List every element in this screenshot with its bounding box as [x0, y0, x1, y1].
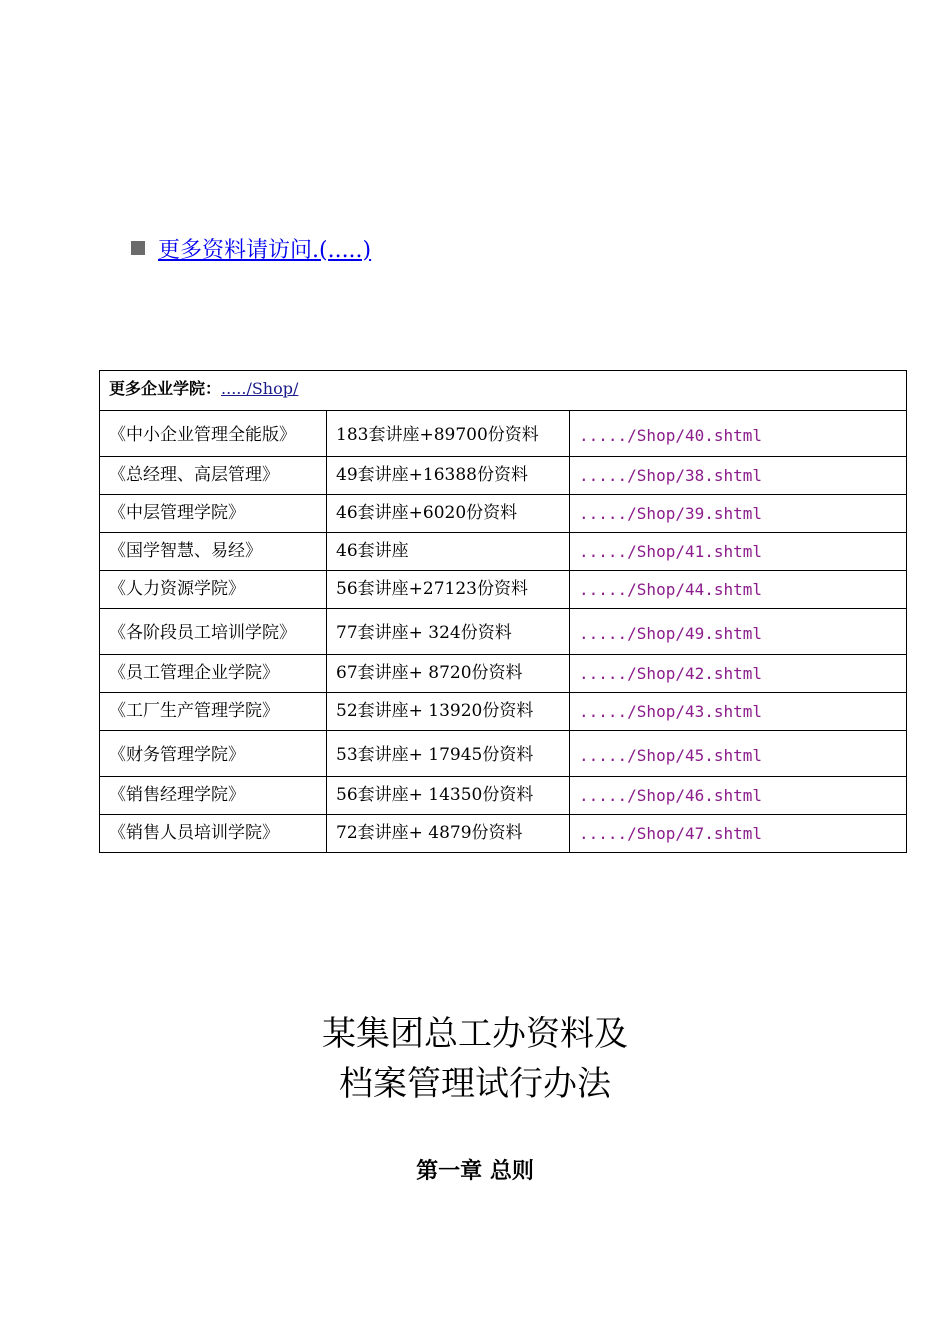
course-name: 《中层管理学院》 [100, 495, 327, 533]
course-url-link[interactable]: ...../Shop/45.shtml [570, 731, 907, 777]
course-url-link[interactable]: ...../Shop/46.shtml [570, 777, 907, 815]
course-name: 《国学智慧、易经》 [100, 533, 327, 571]
course-url-link[interactable]: ...../Shop/43.shtml [570, 693, 907, 731]
table-row [100, 777, 907, 815]
more-resources-link[interactable]: 更多资料请访问.(.....) [158, 237, 372, 263]
course-url-link[interactable]: ...../Shop/41.shtml [570, 533, 907, 571]
course-content: 183套讲座+89700份资料 [327, 411, 570, 457]
table-header-cell [100, 371, 907, 411]
course-content: 77套讲座+ 324份资料 [327, 609, 570, 655]
course-url-link[interactable]: ...../Shop/39.shtml [570, 495, 907, 533]
course-content: 56套讲座+ 14350份资料 [327, 777, 570, 815]
course-content: 46套讲座 [327, 533, 570, 571]
table-row [100, 693, 907, 731]
more-resources-row [131, 230, 371, 266]
course-name: 《总经理、高层管理》 [100, 457, 327, 495]
course-name: 《财务管理学院》 [100, 731, 327, 777]
header-label: 更多企业学院： [109, 379, 222, 398]
course-name: 《各阶段员工培训学院》 [100, 609, 327, 655]
course-name: 《销售经理学院》 [100, 777, 327, 815]
shop-links-table [99, 370, 907, 853]
table-row [100, 655, 907, 693]
course-url-link[interactable]: ...../Shop/42.shtml [570, 655, 907, 693]
table-row [100, 609, 907, 655]
document-title-line1: 某集团总工办资料及 [322, 1014, 628, 1054]
square-bullet-icon [131, 241, 145, 255]
course-url-link[interactable]: ...../Shop/38.shtml [570, 457, 907, 495]
table-row [100, 457, 907, 495]
table-row [100, 731, 907, 777]
course-url-link[interactable]: ...../Shop/44.shtml [570, 571, 907, 609]
table-row [100, 571, 907, 609]
course-content: 56套讲座+27123份资料 [327, 571, 570, 609]
table-row [100, 815, 907, 853]
course-content: 46套讲座+6020份资料 [327, 495, 570, 533]
course-content: 49套讲座+16388份资料 [327, 457, 570, 495]
course-url-link[interactable]: ...../Shop/40.shtml [570, 411, 907, 457]
course-name: 《销售人员培训学院》 [100, 815, 327, 853]
table-row [100, 533, 907, 571]
course-content: 72套讲座+ 4879份资料 [327, 815, 570, 853]
chapter-heading: 第一章 总则 [416, 1159, 534, 1184]
course-name: 《工厂生产管理学院》 [100, 693, 327, 731]
document-title-line2: 档案管理试行办法 [339, 1064, 611, 1104]
course-content: 67套讲座+ 8720份资料 [327, 655, 570, 693]
course-name: 《中小企业管理全能版》 [100, 411, 327, 457]
table-header-row [100, 371, 907, 411]
course-url-link[interactable]: ...../Shop/47.shtml [570, 815, 907, 853]
course-name: 《员工管理企业学院》 [100, 655, 327, 693]
course-name: 《人力资源学院》 [100, 571, 327, 609]
course-content: 52套讲座+ 13920份资料 [327, 693, 570, 731]
course-content: 53套讲座+ 17945份资料 [327, 731, 570, 777]
course-url-link[interactable]: ...../Shop/49.shtml [570, 609, 907, 655]
table-row [100, 495, 907, 533]
header-shop-link[interactable]: ...../Shop/ [221, 379, 299, 398]
table-row [100, 411, 907, 457]
